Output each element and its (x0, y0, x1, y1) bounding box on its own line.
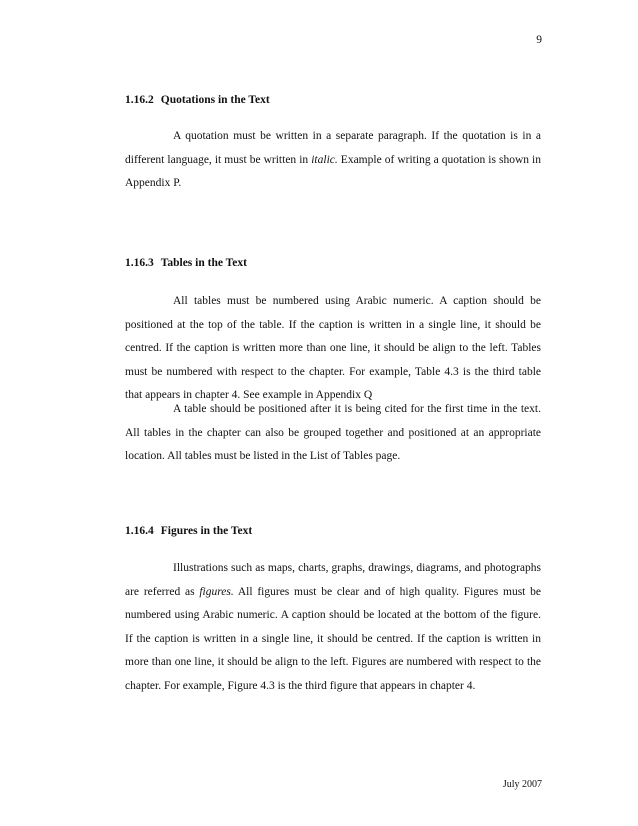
section-number: 1.16.2 (125, 94, 154, 106)
paragraph-tables-1: All tables must be numbered using Arabic numeric. A caption should be positioned at the top of the table. If the caption is written in a single line, it should be centred. If the caption is written more than one line, it should be align to the left. Tables must be numbered with respect to the chapter. For example, Table 4.3 is the third table that appears in chapter 4. See example in Appendix Q (125, 295, 541, 401)
section-title: Quotations in the Text (160, 94, 270, 106)
italic-word: italic. (311, 153, 338, 166)
section-title: Tables in the Text (160, 257, 247, 269)
page-number: 9 (536, 34, 542, 46)
italic-word: figures. (199, 585, 234, 598)
section-heading-tables (125, 257, 247, 269)
paragraph-tables-2: A table should be positioned after it is being cited for the first time in the text. All tables in the chapter can also be grouped together and positioned at an appropriate location. All tables must be listed in the List of Tables page. (125, 403, 541, 462)
page-footer-date: July 2007 (502, 779, 542, 790)
section-heading-figures (125, 525, 252, 537)
paragraph-text: Illustrations such as maps, charts, graphs, drawings, diagrams, and photographs are referred as (125, 562, 541, 598)
paragraph-figures (125, 557, 541, 698)
paragraph-text: A quotation must be written in a separate paragraph. If the quotation is in a different language, it must be written in (125, 130, 541, 166)
section-number: 1.16.3 (125, 257, 154, 269)
section-title: Figures in the Text (160, 525, 253, 537)
paragraph-text: All figures must be clear and of high quality. Figures must be numbered using Arabic numeric. A caption should be located at the bottom of the figure. If the caption is written in a single line, it should be centred. If the caption is written in more than one line, it should be align to the left. Figures are numbered with respect to the chapter. For example, Figure 4.3 is the third figure that appears in chapter 4. (125, 585, 542, 692)
paragraph-quotations (125, 125, 541, 196)
section-heading-quotations (125, 94, 270, 106)
section-number: 1.16.4 (125, 525, 154, 537)
paragraph-text: Example of writing a quotation is shown in Appendix P. (125, 153, 541, 189)
